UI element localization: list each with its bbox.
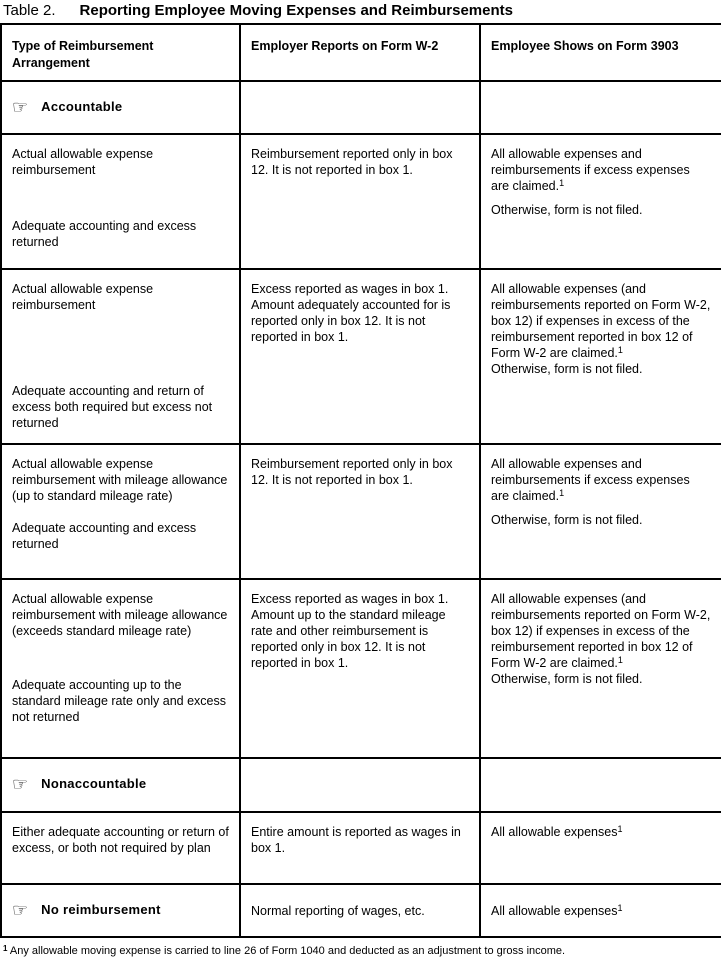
- section-row-accountable: [1, 81, 721, 134]
- table-title: [0, 0, 721, 23]
- pointing-hand-icon: ☞: [12, 96, 29, 118]
- arrangement-condition: Adequate accounting up to the standard mileage rate only and excess not returned: [12, 678, 227, 724]
- arrangement-text: Actual allowable expense reimbursement with mileage allowance (exceeds standard mileage rate): [12, 592, 228, 638]
- pointing-hand-icon: ☞: [12, 774, 29, 795]
- employee-shows-text: All allowable expenses$^1$: [491, 824, 623, 839]
- employee-shows-otherwise: Otherwise, form is not filed.: [491, 203, 643, 217]
- cell-arrangement: [1, 269, 240, 444]
- table-heading: Reporting Employee Moving Expenses and Reimbursements: [79, 2, 513, 19]
- arrangement-condition: Adequate accounting and excess returned: [12, 521, 197, 551]
- empty-cell: [240, 758, 480, 812]
- section-cell-accountable: [1, 81, 240, 134]
- footnote-ref: 1: [617, 902, 623, 913]
- employee-shows-otherwise: Otherwise, form is not filed.: [491, 513, 643, 527]
- header-employee-shows: Employee Shows on Form 3903: [480, 24, 721, 81]
- cell-employer-reports: [240, 444, 480, 579]
- employee-shows-text: All allowable expenses (and reimbursements reported on Form W-2, box 12) if expenses in excess of the reimbursement reported in box 12 of Form W-2 are claimed.$^1$: [491, 592, 711, 670]
- employee-shows-text: All allowable expenses and reimbursements if excess expenses are claimed.$^1$: [491, 457, 690, 503]
- arrangement-text: Either adequate accounting or return of excess, or both not required by plan: [12, 825, 229, 855]
- cell-employer-reports: [240, 269, 480, 444]
- section-cell-nonaccountable: [1, 758, 240, 812]
- table-row-no-reimbursement: [1, 884, 721, 937]
- header-row: [1, 24, 721, 81]
- pointing-hand-icon: ☞: [12, 899, 29, 921]
- arrangement-text: Actual allowable expense reimbursement with mileage allowance (up to standard mileage rate): [12, 457, 228, 503]
- cell-employee-shows: [480, 579, 721, 758]
- cell-arrangement: [1, 134, 240, 269]
- empty-cell: [480, 758, 721, 812]
- table-row-actual-excess-not-returned: [1, 269, 721, 444]
- employee-shows-otherwise: Otherwise, form is not filed.: [491, 672, 643, 686]
- employer-reports-text: Excess reported as wages in box 1. Amount up to the standard mileage rate and other reimbursement is reported only in box 12. It is not reported in box 1.: [251, 592, 449, 670]
- section-cell-no-reimbursement: [1, 884, 240, 937]
- footnote-ref: 1: [559, 178, 565, 188]
- cell-arrangement: [1, 579, 240, 758]
- cell-employee-shows: [480, 444, 721, 579]
- footnote-ref: 1: [617, 655, 623, 665]
- section-label-nonaccountable: Nonaccountable: [41, 776, 147, 791]
- employer-reports-text: Reimbursement reported only in box 12. It is not reported in box 1.: [251, 147, 453, 177]
- employer-reports-text: Reimbursement reported only in box 12. It is not reported in box 1.: [251, 457, 453, 487]
- arrangement-text: Actual allowable expense reimbursement: [12, 282, 154, 312]
- employer-reports-text: Normal reporting of wages, etc.: [251, 903, 425, 918]
- section-row-nonaccountable: [1, 758, 721, 812]
- footnote-marker: 1: [3, 944, 8, 953]
- employee-shows-text: All allowable expenses and reimbursements if excess expenses are claimed.$^1$: [491, 147, 690, 193]
- footnote-ref: 1: [559, 488, 565, 498]
- header-type-of-arrangement: Type of Reimbursement Arrangement: [1, 24, 240, 81]
- footnote-ref: 1: [617, 824, 623, 834]
- arrangement-condition: Adequate accounting and excess returned: [12, 219, 197, 249]
- table-row-mileage-up-to-standard: [1, 444, 721, 579]
- table-number: Table 2.: [3, 2, 56, 19]
- cell-employee-shows: [480, 134, 721, 269]
- table-footnote: [0, 945, 721, 958]
- footnote-ref: 1: [617, 345, 623, 355]
- cell-employer-reports: [240, 579, 480, 758]
- employee-shows-text: All allowable expenses: [491, 903, 618, 918]
- cell-arrangement: [1, 812, 240, 884]
- section-label-no-reimbursement: No reimbursement: [41, 901, 161, 917]
- employer-reports-text: Excess reported as wages in box 1. Amount adequately accounted for is reported only in box 12. It is not reported in box 1.: [251, 282, 451, 344]
- cell-employer-reports: [240, 884, 480, 937]
- cell-employee-shows: [480, 812, 721, 884]
- cell-employee-shows: [480, 269, 721, 444]
- section-label-accountable: Accountable: [41, 98, 123, 114]
- cell-employee-shows: [480, 884, 721, 937]
- table-row-mileage-exceeds-standard: [1, 579, 721, 758]
- employee-shows-otherwise: Otherwise, form is not filed.: [491, 362, 643, 376]
- employer-reports-text: Entire amount is reported as wages in box 1.: [251, 825, 461, 855]
- arrangement-text: Actual allowable expense reimbursement: [12, 147, 154, 177]
- reimbursement-table: [0, 23, 721, 938]
- arrangement-condition: Adequate accounting and return of excess both required but excess not returned: [12, 384, 213, 430]
- header-employer-reports: Employer Reports on Form W-2: [240, 24, 480, 81]
- cell-employer-reports: [240, 134, 480, 269]
- empty-cell: [480, 81, 721, 134]
- cell-arrangement: [1, 444, 240, 579]
- table-row-actual-excess-returned: [1, 134, 721, 269]
- footnote-text: Any allowable moving expense is carried to line 26 of Form 1040 and deducted as an adjustment to gross income.: [9, 945, 566, 957]
- employee-shows-text: All allowable expenses (and reimbursements reported on Form W-2, box 12) if expenses in excess of the reimbursement reported in box 12 of Form W-2 are claimed.$^1$: [491, 282, 711, 360]
- table-row-nonaccountable-plan: [1, 812, 721, 884]
- cell-employer-reports: [240, 812, 480, 884]
- empty-cell: [240, 81, 480, 134]
